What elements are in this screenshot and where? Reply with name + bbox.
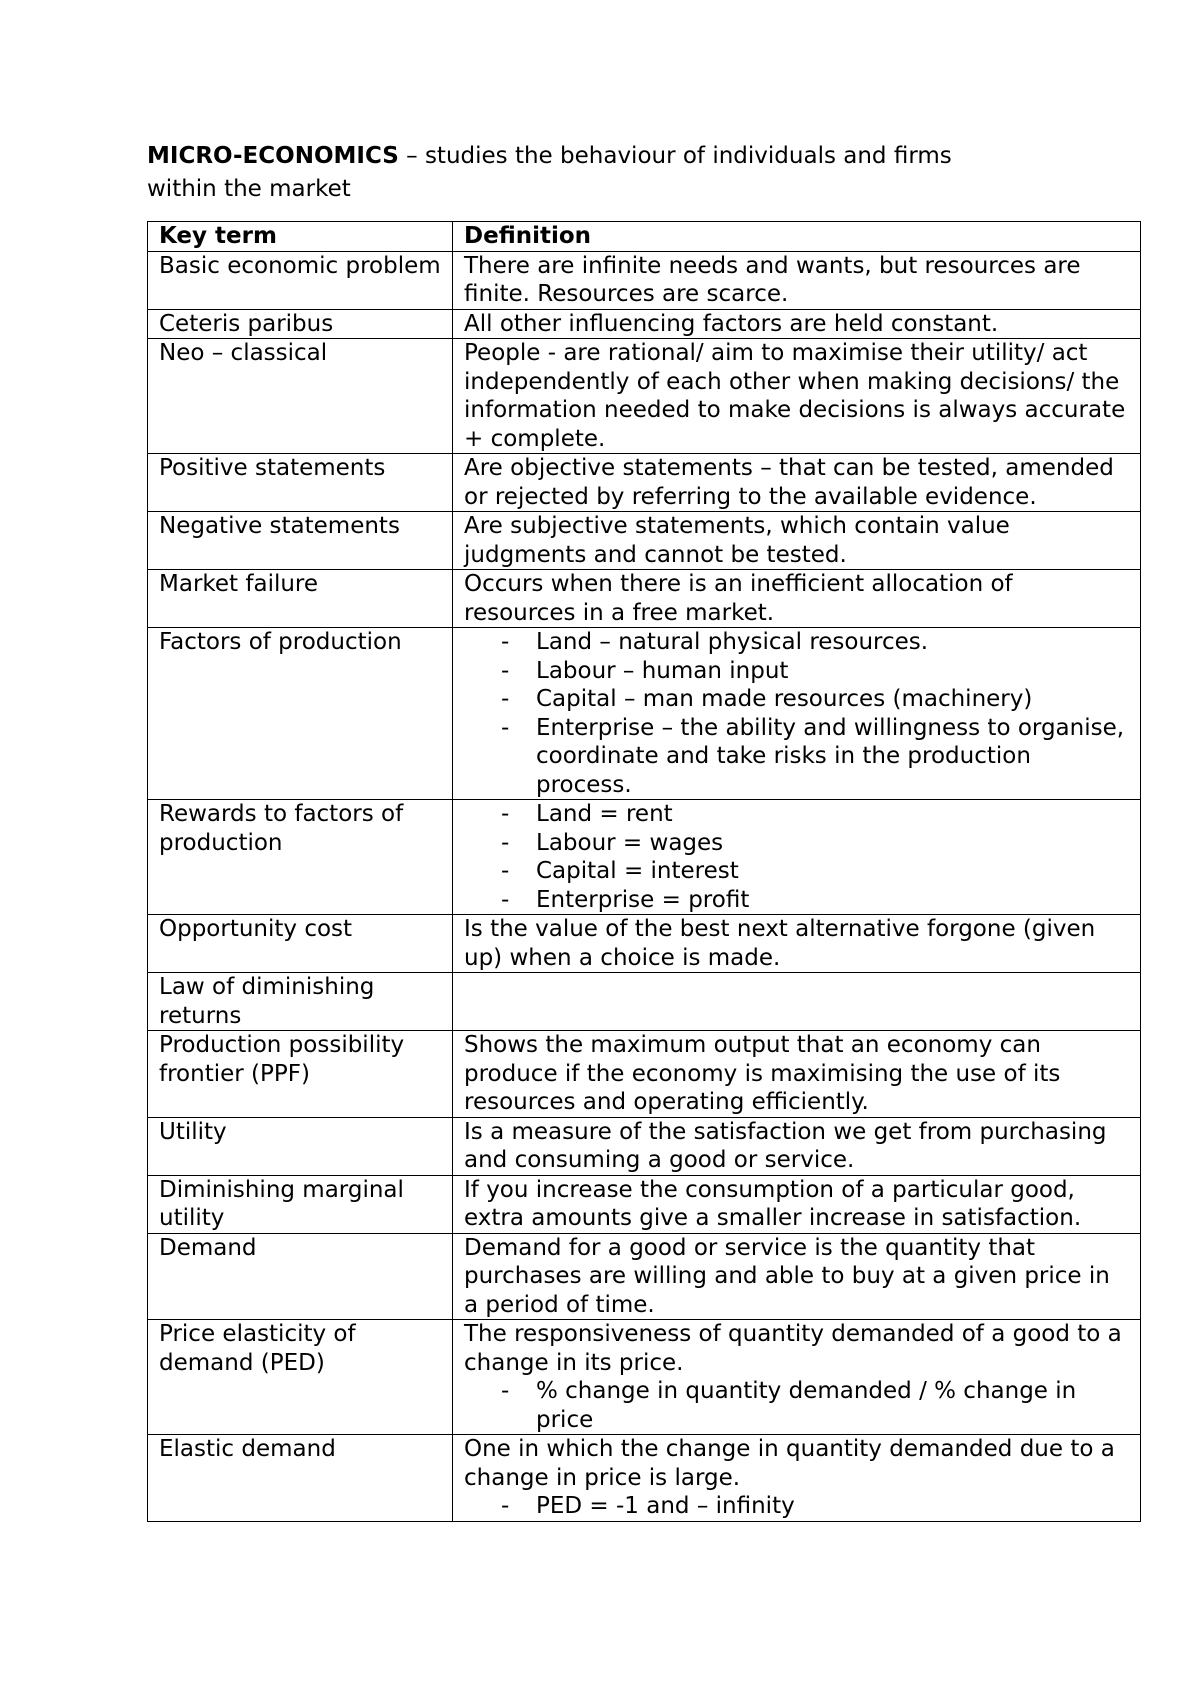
definition-text: Shows the maximum output that an economy can produce if the economy is maximising the use of its resources and operating efficiently. [464,1032,1061,1115]
key-term-cell: Utility [148,1117,453,1175]
definition-text: The responsiveness of quantity demanded of a good to a change in its price. [464,1321,1122,1376]
key-term-cell: Opportunity cost [148,915,453,973]
key-term-cell: Market failure [148,570,453,628]
heading-rest: – studies the behaviour of individuals and firms within the market [147,143,952,202]
table-row [148,512,1141,570]
definition-text: All other influencing factors are held constant. [464,310,999,337]
definition-cell [453,1435,1141,1522]
definition-bullet: - Labour = wages [501,829,1130,858]
definition-cell [453,1233,1141,1320]
key-term-cell: Law of diminishing returns [148,973,453,1031]
document-heading [147,140,1027,206]
definition-bullet: - Enterprise – the ability and willingness to organise, coordinate and take risks in the production process. [501,714,1130,800]
definition-cell [453,251,1141,309]
key-term-cell: Neo – classical [148,339,453,454]
definition-bullet: - Land = rent [501,800,1130,829]
definition-cell [453,1117,1141,1175]
definition-bullet-list [464,1377,1130,1434]
definition-cell [453,800,1141,915]
table-body [148,251,1141,1521]
table-row [148,1320,1141,1435]
key-term-cell: Diminishing marginal utility [148,1175,453,1233]
definition-cell [453,512,1141,570]
table-row [148,973,1141,1031]
definition-cell [453,1031,1141,1118]
table-row [148,1117,1141,1175]
definition-bullet: - PED = -1 and – infinity [501,1492,1130,1521]
table-row [148,1435,1141,1522]
document-page [147,140,1140,1522]
definition-text: Occurs when there is an inefficient allocation of resources in a free market. [464,571,1013,626]
definition-cell [453,973,1141,1031]
heading-bold: MICRO-ECONOMICS [147,143,399,169]
definition-text: Is the value of the best next alternative forgone (given up) when a choice is made. [464,916,1096,971]
definition-bullet: - % change in quantity demanded / % change in price [501,1377,1130,1434]
header-definition: Definition [453,222,1141,252]
table-row [148,1175,1141,1233]
table-row [148,800,1141,915]
key-term-cell: Price elasticity of demand (PED) [148,1320,453,1435]
key-term-cell: Demand [148,1233,453,1320]
header-key-term: Key term [148,222,453,252]
definition-cell [453,628,1141,800]
key-term-cell: Factors of production [148,628,453,800]
definition-bullet: - Capital = interest [501,857,1130,886]
key-term-cell: Rewards to factors of production [148,800,453,915]
definition-cell [453,309,1141,339]
definition-text: Demand for a good or service is the quantity that purchases are willing and able to buy at a given price in a period of time. [464,1234,1110,1318]
definition-text: Are subjective statements, which contain value judgments and cannot be tested. [464,513,1010,568]
table-header-row [148,222,1141,252]
definition-text: There are infinite needs and wants, but resources are finite. Resources are scarce. [464,252,1081,307]
key-term-cell: Positive statements [148,454,453,512]
definition-cell [453,915,1141,973]
definition-cell [453,339,1141,454]
definition-bullet: - Land – natural physical resources. [501,628,1130,657]
table-row [148,309,1141,339]
definition-cell [453,454,1141,512]
definition-bullet-list [464,800,1130,914]
definition-text: Are objective statements – that can be tested, amended or rejected by referring to the available evidence. [464,455,1114,510]
definition-bullet: - Capital – man made resources (machinery) [501,685,1130,714]
definition-bullet-list [464,1492,1130,1521]
definition-bullet: - Enterprise = profit [501,886,1130,915]
key-term-cell: Elastic demand [148,1435,453,1522]
definition-text: People - are rational/ aim to maximise their utility/ act independently of each other when making decisions/ the information needed to make decisions is always accurate + complete. [464,340,1126,452]
table-row [148,1031,1141,1118]
definition-text: If you increase the consumption of a particular good, extra amounts give a smaller increase in satisfaction. [464,1176,1082,1231]
definition-text: Is a measure of the satisfaction we get from purchasing and consuming a good or service. [464,1118,1107,1173]
table-row [148,570,1141,628]
definition-bullet-list [464,628,1130,799]
definition-bullet: - Labour – human input [501,657,1130,686]
key-terms-table [147,221,1141,1522]
definition-text: One in which the change in quantity demanded due to a change in price is large. [464,1436,1115,1491]
key-term-cell: Ceteris paribus [148,309,453,339]
table-row [148,1233,1141,1320]
table-row [148,628,1141,800]
table-row [148,251,1141,309]
table-row [148,339,1141,454]
key-term-cell: Basic economic problem [148,251,453,309]
key-term-cell: Negative statements [148,512,453,570]
table-row [148,915,1141,973]
table-row [148,454,1141,512]
definition-cell [453,1320,1141,1435]
key-term-cell: Production possibility frontier (PPF) [148,1031,453,1118]
definition-cell [453,570,1141,628]
definition-cell [453,1175,1141,1233]
